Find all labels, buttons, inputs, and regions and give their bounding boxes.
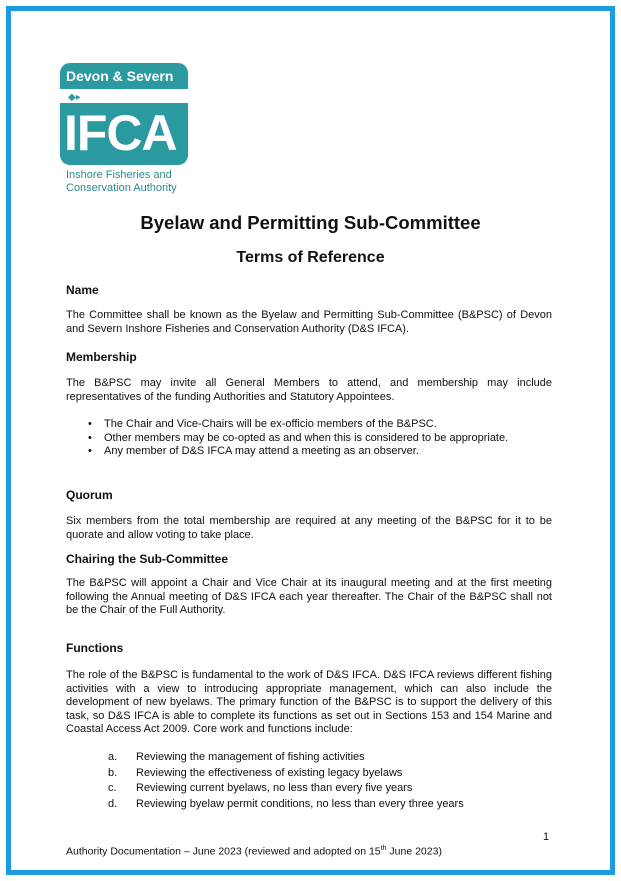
footer-text-main: Authority Documentation – June 2023 (reviewed and adopted on 15: [66, 845, 381, 858]
logo-block: [60, 103, 188, 165]
paragraph-name: The Committee shall be known as the Byelaw and Permitting Sub-Committee (B&PSC) of Devon and Severn Inshore Fisheries and Conservation Authority (D&S IFCA).: [66, 309, 552, 335]
logo-sub-line-1: Inshore Fisheries and: [66, 169, 172, 181]
logo-sub-line-2: Conservation Authority: [66, 182, 177, 194]
list-item: [108, 781, 464, 797]
document-title: Byelaw and Permitting Sub-Committee: [140, 212, 481, 233]
page-number: 1: [543, 831, 550, 843]
heading-functions: Functions: [66, 641, 124, 655]
paragraph-membership: The B&PSC may invite all General Members to attend, and membership may include representatives of the funding Authorities and Statutory Appointees.: [66, 377, 552, 403]
heading-name: Name: [66, 283, 99, 297]
list-item: • The Chair and Vice-Chairs will be ex-officio members of the B&PSC.: [88, 418, 508, 432]
footer-sup: th: [380, 845, 387, 852]
list-marker: c.: [108, 782, 117, 794]
footer-text: [66, 845, 442, 858]
list-item: • Any member of D&S IFCA may attend a meeting as an observer.: [88, 445, 508, 459]
list-item: [108, 797, 464, 813]
logo-subtitle: [66, 169, 177, 195]
logo-brand-main: IFCA: [64, 105, 177, 161]
list-item-text: Reviewing the effectiveness of existing legacy byelaws: [136, 766, 403, 779]
paragraph-functions: The role of the B&PSC is fundamental to the work of D&S IFCA. D&S IFCA reviews different fishing activities with a view to introducing appropriate management, which can also include the development of new byelaws. The primary function of the B&PSC is to support the delivery of this task, so D&S IFCA is able to complete its functions as set out in Sections 153 and 154 Marine and Coastal Access Act 2009. Core work and functions include:: [66, 669, 552, 735]
paragraph-chairing: The B&PSC will appoint a Chair and Vice Chair at its inaugural meeting and at the first meeting following the Annual meeting of D&S IFCA each year thereafter. The Chair of the B&PSC shall not be the Chair of the Full Authority.: [66, 577, 552, 616]
list-item: • Other members may be co-opted as and when this is considered to be appropriate.: [88, 432, 508, 446]
list-item-text: Reviewing byelaw permit conditions, no less than every three years: [136, 797, 464, 810]
list-item: [108, 750, 464, 766]
paragraph-quorum: Six members from the total membership are required at any meeting of the B&PSC for it to be quorate and allow voting to take place.: [66, 515, 552, 541]
functions-list: [108, 750, 464, 812]
membership-bullet-list: [88, 418, 508, 459]
ifca-logo: [60, 63, 194, 205]
document-subtitle: Terms of Reference: [236, 249, 385, 266]
fish-icon: ◆▸: [68, 92, 81, 103]
logo-banner: [60, 63, 188, 91]
list-item-text: Reviewing current byelaws, no less than every five years: [136, 782, 413, 794]
logo-brand-top: Devon & Severn: [66, 68, 174, 84]
heading-chairing: Chairing the Sub-Committee: [66, 552, 229, 566]
list-marker: a.: [108, 751, 118, 763]
list-marker: b.: [108, 766, 118, 779]
list-item: [108, 766, 464, 782]
list-item-text: Reviewing the management of fishing activities: [136, 751, 365, 763]
heading-quorum: Quorum: [66, 488, 113, 502]
list-marker: d.: [108, 797, 118, 810]
footer-text-end: June 2023): [386, 845, 442, 858]
heading-membership: Membership: [66, 350, 137, 364]
